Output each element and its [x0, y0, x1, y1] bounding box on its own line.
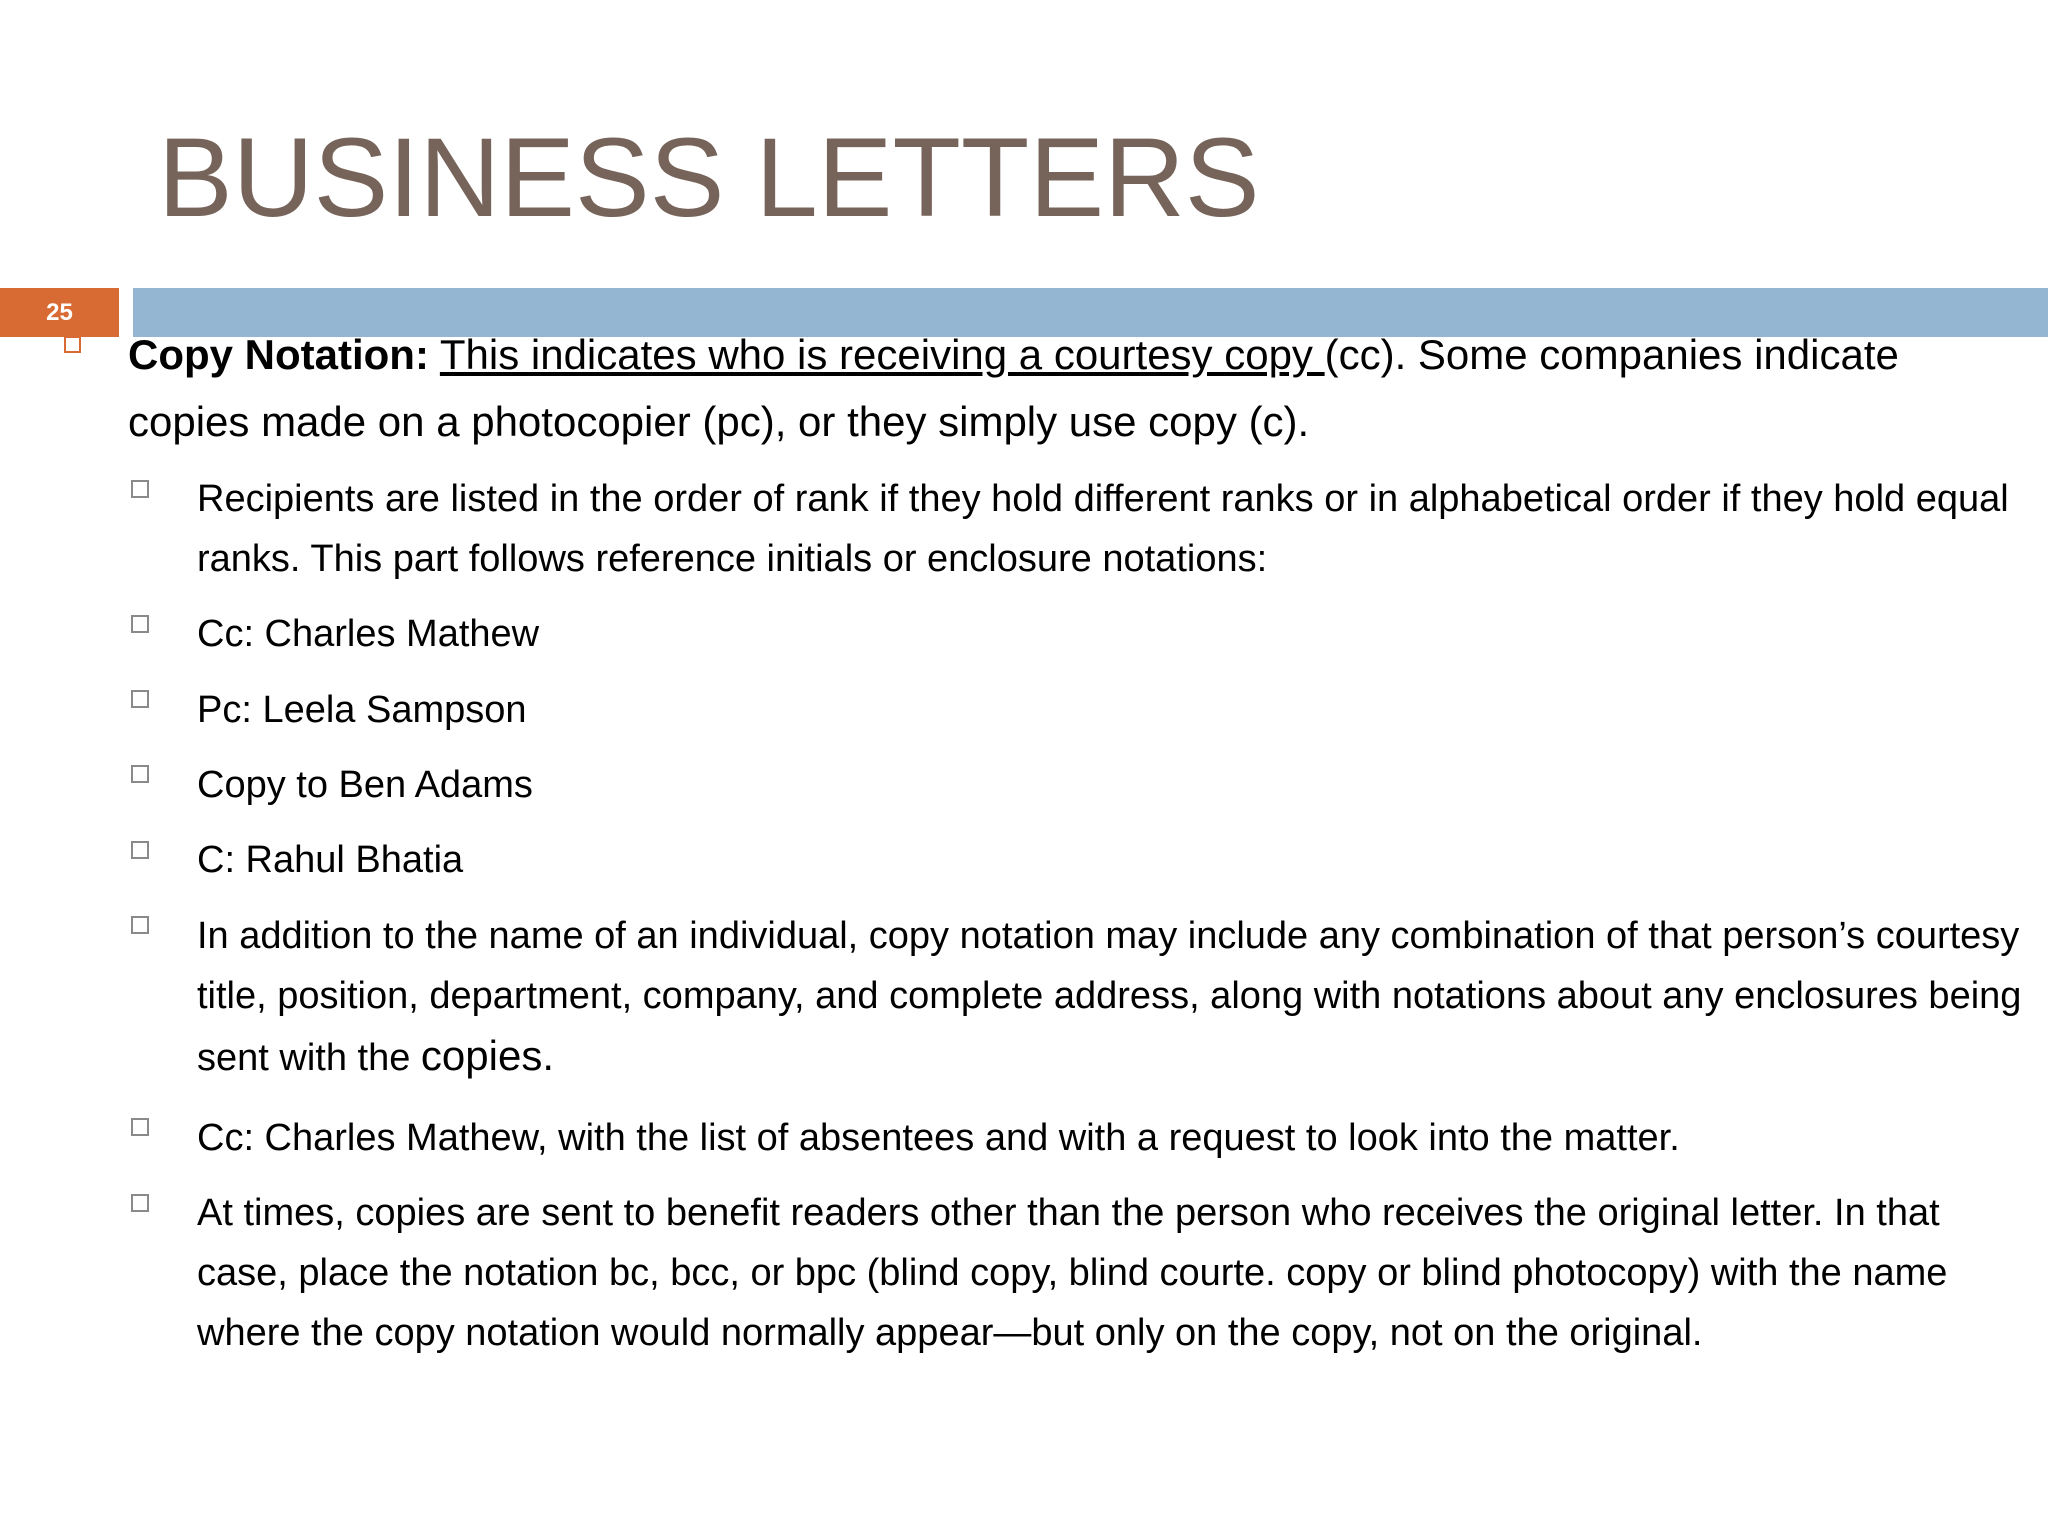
- list-item: At times, copies are sent to benefit readers other than the person who receives the original letter. In that case, place the notation bc, bcc, or bpc (blind copy, blind courte. copy or blind photocopy) with the name where the copy notation would normally appear—but only on the copy, not on the original.: [197, 1192, 1948, 1354]
- copy-notation-definition: This indicates who is receiving a courtesy copy: [439, 331, 1325, 378]
- list-item-text: In addition to the name of an individual, copy notation may include any combination of that person’s courtesy title, position, department, company, and complete address, along with notations about any enclosures being sent with the: [197, 915, 2022, 1079]
- hollow-square-bullet-icon: [131, 480, 149, 498]
- copy-notation-paragraph: [128, 321, 2028, 455]
- copy-notation-description: (cc). Some companies indicate copies made on a photocopier (pc), or they simply use copy (c).: [128, 331, 1899, 445]
- hollow-square-bullet-icon: [131, 765, 149, 783]
- list-item: Cc: Charles Mathew, with the list of absentees and with a request to look into the matter.: [197, 1117, 1680, 1159]
- hollow-square-bullet-icon: [131, 1194, 149, 1212]
- hollow-square-bullet-icon: [131, 690, 149, 708]
- copy-notation-label: Copy Notation:: [128, 331, 429, 378]
- hollow-square-bullet-icon: [64, 336, 81, 353]
- hollow-square-bullet-icon: [131, 841, 149, 859]
- list-item: Cc: Charles Mathew: [197, 613, 540, 655]
- list-item: Copy to Ben Adams: [197, 764, 533, 806]
- list-item: Pc: Leela Sampson: [197, 689, 527, 731]
- hollow-square-bullet-icon: [131, 1118, 149, 1136]
- hollow-square-bullet-icon: [131, 615, 149, 633]
- list-item-text-tail: copies.: [420, 1032, 554, 1079]
- hollow-square-bullet-icon: [131, 916, 149, 934]
- list-item: [197, 906, 2037, 1088]
- slide-title: BUSINESS LETTERS: [158, 115, 1260, 240]
- page-number-badge: 25: [0, 288, 119, 337]
- list-item: C: Rahul Bhatia: [197, 839, 464, 881]
- list-item: Recipients are listed in the order of rank if they hold different ranks or in alphabetical order if they hold equal ranks. This part follows reference initials or enclosure notations:: [197, 478, 2009, 580]
